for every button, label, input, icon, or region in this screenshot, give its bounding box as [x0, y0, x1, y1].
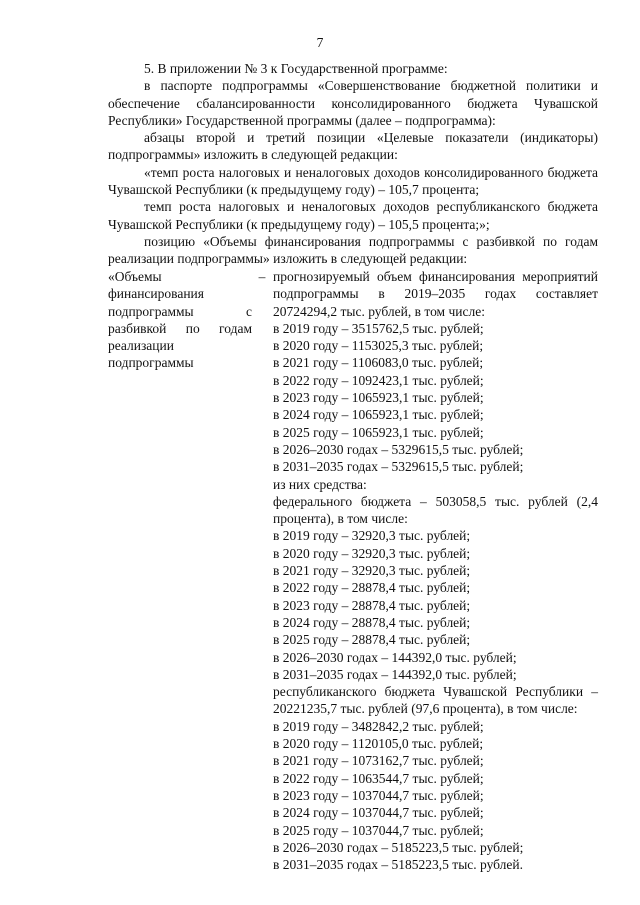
republic-year-line: в 2024 году – 1037044,7 тыс. рублей;	[273, 805, 484, 821]
republic-year-line: в 2020 году – 1120105,0 тыс. рублей;	[273, 736, 484, 752]
financing-label: «Объемы финансирования подпрограммы с разбивкой по годам реализации подпрограммы	[108, 269, 252, 371]
federal-year-line: в 2022 году – 28878,4 тыс. рублей;	[273, 580, 471, 596]
total-year-line: в 2026–2030 годах – 5329615,5 тыс. рублей;	[273, 441, 524, 457]
republic-year-line: в 2023 году – 1037044,7 тыс. рублей;	[273, 787, 484, 803]
republic-budget-text: республиканского бюджета Чувашской Республики – 20221235,7 тыс. рублей (97,6 процента), в том числе:	[273, 684, 598, 717]
republic-year-line: в 2021 году – 1073162,7 тыс. рублей;	[273, 753, 484, 769]
page-number: 7	[316, 35, 324, 50]
intro-paragraph: «темп роста налоговых и неналоговых доходов консолидированного бюджета Чувашской Республики (к предыдущему году) – 105,7 процента;	[108, 164, 598, 198]
intro-paragraph: абзацы второй и третий позиции «Целевые показатели (индикаторы) подпрограммы» изложить в следующей редакции:	[108, 130, 598, 163]
federal-year-line: в 2024 году – 28878,4 тыс. рублей;	[273, 614, 471, 630]
federal-year-line: в 2031–2035 годах – 144392,0 тыс. рублей;	[273, 666, 517, 682]
federal-budget-text: федерального бюджета – 503058,5 тыс. рублей (2,4 процента), в том числе:	[273, 493, 598, 527]
financing-details	[273, 268, 598, 873]
total-year-line: в 2021 году – 1106083,0 тыс. рублей;	[273, 355, 484, 371]
total-year-line: в 2024 году – 1065923,1 тыс. рублей;	[273, 407, 484, 423]
total-year-line: в 2023 году – 1065923,1 тыс. рублей;	[273, 390, 484, 406]
intro-paragraph: в паспорте подпрограммы «Совершенствование бюджетной политики и обеспечение сбалансированности консолидированного бюджета Чувашской Республики» Государственной программы (далее – подпрограмма):	[108, 78, 598, 128]
republic-year-line: в 2026–2030 годах – 5185223,5 тыс. рублей;	[273, 839, 524, 855]
federal-year-line: в 2021 году – 32920,3 тыс. рублей;	[273, 563, 471, 579]
total-year-line: в 2022 году – 1092423,1 тыс. рублей;	[273, 372, 484, 388]
total-financing-text: прогнозируемый объем финансирования мероприятий подпрограммы в 2019–2035 годах составляет 20724294,2 тыс. рублей, в том числе:	[273, 269, 598, 319]
intro-text	[108, 60, 598, 268]
republic-year-line: в 2031–2035 годах – 5185223,5 тыс. рублей.	[273, 857, 524, 873]
sources-label: из них средства:	[273, 476, 367, 492]
federal-year-line: в 2026–2030 годах – 144392,0 тыс. рублей;	[273, 649, 517, 665]
intro-paragraph: позицию «Объемы финансирования подпрограммы с разбивкой по годам реализации подпрограммы» изложить в следующей редакции:	[108, 233, 598, 267]
intro-paragraph: темп роста налоговых и неналоговых доходов республиканского бюджета Чувашской Республики (к предыдущему году) – 105,5 процента;»;	[108, 199, 598, 232]
federal-year-line: в 2023 году – 28878,4 тыс. рублей;	[273, 597, 471, 613]
federal-year-line: в 2019 году – 32920,3 тыс. рублей;	[273, 528, 471, 544]
total-year-line: в 2025 году – 1065923,1 тыс. рублей;	[273, 424, 484, 440]
total-year-line: в 2031–2035 годах – 5329615,5 тыс. рублей;	[273, 459, 524, 475]
total-year-line: в 2020 году – 1153025,3 тыс. рублей;	[273, 338, 484, 354]
republic-year-line: в 2019 году – 3482842,2 тыс. рублей;	[273, 718, 484, 734]
republic-year-line: в 2022 году – 1063544,7 тыс. рублей;	[273, 770, 484, 786]
federal-year-line: в 2020 году – 32920,3 тыс. рублей;	[273, 545, 471, 561]
intro-paragraph: 5. В приложении № 3 к Государственной программе:	[144, 61, 448, 76]
federal-year-line: в 2025 году – 28878,4 тыс. рублей;	[273, 632, 471, 648]
total-year-line: в 2019 году – 3515762,5 тыс. рублей;	[273, 320, 484, 336]
republic-year-line: в 2025 году – 1037044,7 тыс. рублей;	[273, 822, 484, 838]
separator-dash: –	[258, 269, 266, 284]
